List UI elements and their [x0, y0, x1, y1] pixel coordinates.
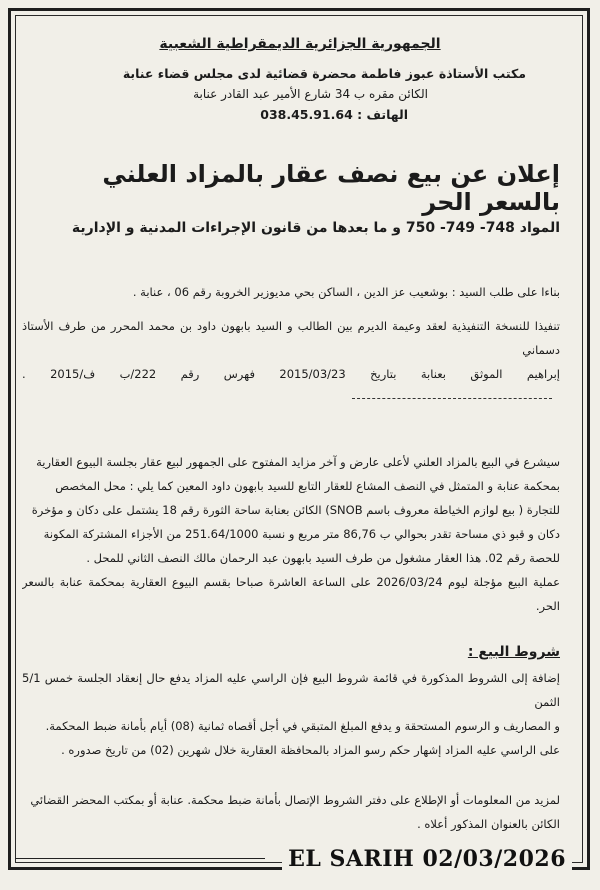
newspaper-footer: EL SARIH 02/03/2026 — [282, 846, 572, 872]
sale-line-1: سيشرع في البيع بالمزاد العلني لأعلى عارض و آخر مزايد المفتوح على الجمهور لبيع عقار بجلسة البيوع العقارية — [36, 455, 560, 469]
republic-heading: الجمهورية الجزائرية الديمقراطية الشعبية — [159, 36, 441, 52]
office-address: الكائن مقره ب 34 شارع الأمير عبد القادر عنابة — [193, 87, 428, 101]
condition-3: على الراسي عليه المزاد إشهار حكم رسو المزاد بالمحافظة العقارية خلال شهرين (02) من تاريخ صدوره . — [61, 743, 560, 757]
condition-2: و المصاريف و الرسوم المستحقة و يدفع المبلغ المتبقي في أجل أقصاه ثمانية (08) أيام بأمانة ضبط المحكمة. — [45, 719, 560, 733]
notice-headline: إعلان عن بيع نصف عقار بالمزاد العلني بالسعر الحر — [102, 160, 560, 216]
sale-line-2: بمحكمة عنابة و المتمثل في النصف المشاع للعقار التابع للسيد بابهون داود المعين كما يلي : محل المخصص — [55, 479, 560, 493]
legal-articles: المواد 748- 749- 750 و ما بعدها من قانون الإجراءات المدنية و الإدارية — [71, 220, 560, 236]
conditions-title: شروط البيع : — [467, 644, 560, 660]
footer-rule — [15, 858, 265, 859]
request-paragraph: بناءا على طلب السيد : بوشعيب عز الدين ، الساكن بحي مديوزير الخروبة رقم 06 ، عنابة . — [132, 285, 560, 299]
closing-line-1: لمزيد من المعلومات أو الإطلاع على دفتر الشروط الإتصال بأمانة ضبط محكمة. عنابة أو بمكتب المحضر القضائي — [30, 793, 560, 807]
sale-line-3: للتجارة ( بيع لوازم الخياطة معروف باسم SNOB) الكائن بعنابة ساحة الثورة رقم 18 يشتمل على دكان و مؤخرة — [31, 503, 560, 517]
office-name: مكتب الأستاذة عبوز فاطمة محضرة قضائية لدى مجلس قضاء عنابة — [122, 66, 526, 81]
sale-line-4: دكان و قبو ذي مساحة تقدر بحوالي ب 86,76 متر مربع و نسبة 251.64/1000 من الأجزاء المشتركة المكونة — [43, 527, 560, 541]
sale-date: عملية البيع مؤجلة ليوم 2026/03/24 على الساعة العاشرة صباحا بقسم البيوع العقارية بمحكمة عنابة بالسعر الحر. — [22, 575, 560, 613]
dashed-rule — [352, 398, 552, 399]
notice-body — [22, 26, 578, 846]
office-phone — [22, 107, 408, 122]
execution-line-2: إبراهيم الموثق بعنابة بتاريخ 2015/03/23 فهرس رقم 222/ب ف/2015 . — [22, 362, 560, 410]
phone-number: 038.45.91.64 — [260, 107, 353, 122]
execution-line-1: تنفيذا للنسخة التنفيذية لعقد وعيمة الديرم بين الطالب و السيد بابهون داود بن محمد المحرر من طرف الأستاذ دسماني — [22, 319, 560, 357]
sale-line-5: للحصة رقم 02. هذا العقار مشغول من طرف السيد بابهون عبد الرحمان مالك النصف الثاني للمحل . — [86, 551, 560, 565]
closing-line-2: الكائن بالعنوان المذكور أعلاه . — [417, 817, 560, 831]
condition-1: إضافة إلى الشروط المذكورة في قائمة شروط البيع فإن الراسي عليه المزاد يدفع حال إنعقاد الجلسة خمس 5/1 الثمن — [22, 671, 560, 709]
phone-label: الهاتف : — [357, 107, 408, 122]
